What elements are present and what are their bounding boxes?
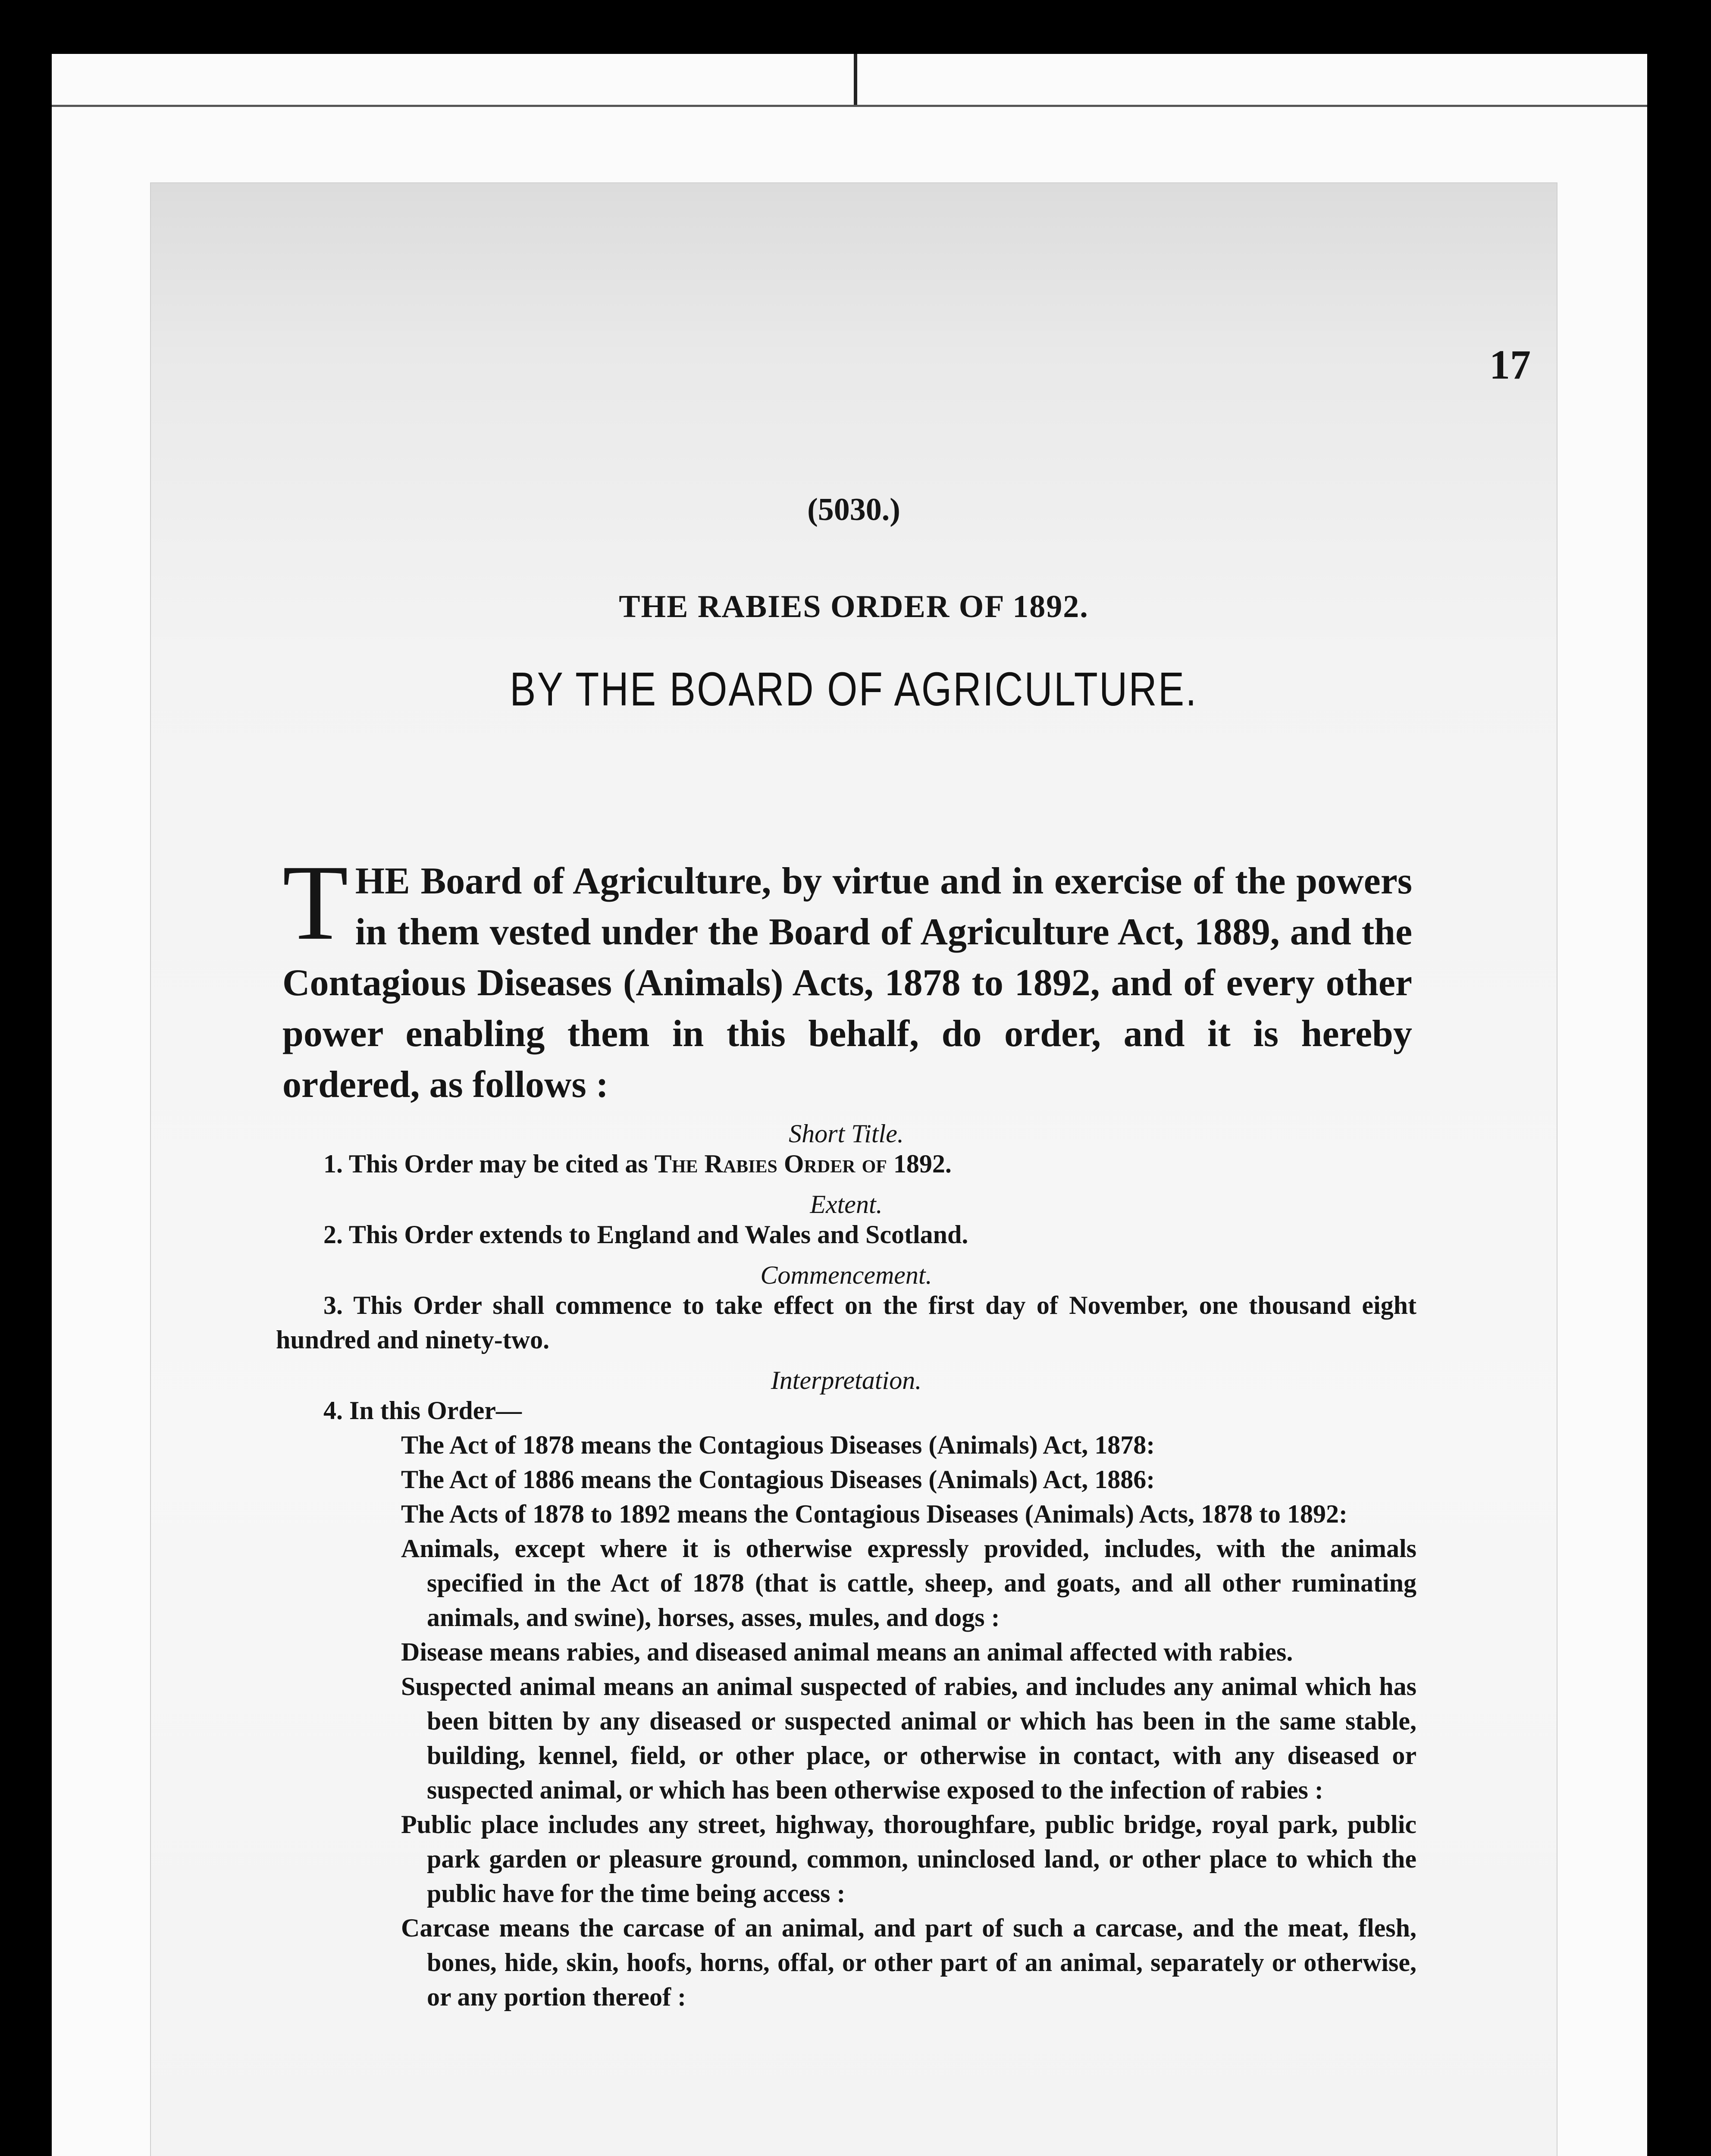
- archive-mount: [52, 54, 1647, 2156]
- document-sheet: [151, 183, 1557, 2156]
- order-name: The Rabies Order of: [654, 1150, 887, 1178]
- order-body: [276, 1110, 1416, 2014]
- section-1: [276, 1147, 1416, 1181]
- definition-carcase: Carcase means the carcase of an animal, and part of such a carcase, and the meat, flesh, bones, hide, skin, hoofs, horns, offal, or other part of an animal, separately or otherwise, or any portion thereof :: [401, 1914, 1416, 2011]
- definition-disease: Disease means rabies, and diseased animal means an animal affected with rabies.: [401, 1638, 1293, 1666]
- section-3: 3. This Order shall commence to take effect on the first day of November, one thousand eight hundred and ninety-two.: [276, 1291, 1416, 1354]
- definition-suspected-animal: Suspected animal means an animal suspected of rabies, and includes any animal which has been bitten by any diseased or suspected animal or which has been in the same stable, building, kennel, field, or other place, or otherwise in contact, with any diseased or suspected animal, or which has been otherwise exposed to the infection of rabies :: [401, 1672, 1416, 1804]
- definition-act-1878: The Act of 1878 means the Contagious Diseases (Animals) Act, 1878:: [401, 1431, 1155, 1459]
- heading-short-title: Short Title.: [789, 1119, 904, 1148]
- section-1-text: 1. This Order may be cited as: [323, 1150, 648, 1178]
- heading-extent: Extent.: [810, 1190, 883, 1219]
- mount-top-rule: [52, 105, 1647, 107]
- issuer-heading: BY THE BOARD OF AGRICULTURE.: [510, 663, 1198, 716]
- definition-public-place: Public place includes any street, highway, thoroughfare, public bridge, royal park, public park garden or pleasure ground, common, uninclosed land, or other place to which the public have for the time being access :: [401, 1810, 1416, 1908]
- heading-commencement: Commencement.: [760, 1261, 932, 1289]
- definition-animals: Animals, except where it is otherwise expressly provided, includes, with the animals specified in the Act of 1878 (that is cattle, sheep, and goats, and all other ruminating animals, and swine), horses, asses, mules, and dogs :: [401, 1534, 1416, 1632]
- section-1-year: 1892.: [893, 1150, 952, 1178]
- preamble-text: HE Board of Agriculture, by virtue and in exercise of the powers in them vested under the Board of Agriculture Act, 1889, and the Contagious Diseases (Animals) Acts, 1878 to 1892, and of every other power enabling them in this behalf, do order, and it is hereby ordered, as follows :: [282, 860, 1412, 1106]
- order-title: THE RABIES ORDER OF 1892.: [619, 589, 1089, 624]
- page-number: 17: [1489, 342, 1531, 388]
- mount-tick-mark: [854, 54, 857, 105]
- preamble: [282, 843, 1412, 1110]
- section-4-intro: 4. In this Order—: [323, 1396, 522, 1425]
- definition-act-1886: The Act of 1886 means the Contagious Diseases (Animals) Act, 1886:: [401, 1465, 1155, 1494]
- drop-cap: T: [282, 843, 348, 962]
- definition-acts-1878-1892: The Acts of 1878 to 1892 means the Contagious Diseases (Animals) Acts, 1878 to 1892:: [401, 1500, 1347, 1528]
- heading-interpretation: Interpretation.: [771, 1366, 922, 1395]
- section-2: 2. This Order extends to England and Wales and Scotland.: [323, 1220, 968, 1249]
- order-number: (5030.): [807, 492, 900, 527]
